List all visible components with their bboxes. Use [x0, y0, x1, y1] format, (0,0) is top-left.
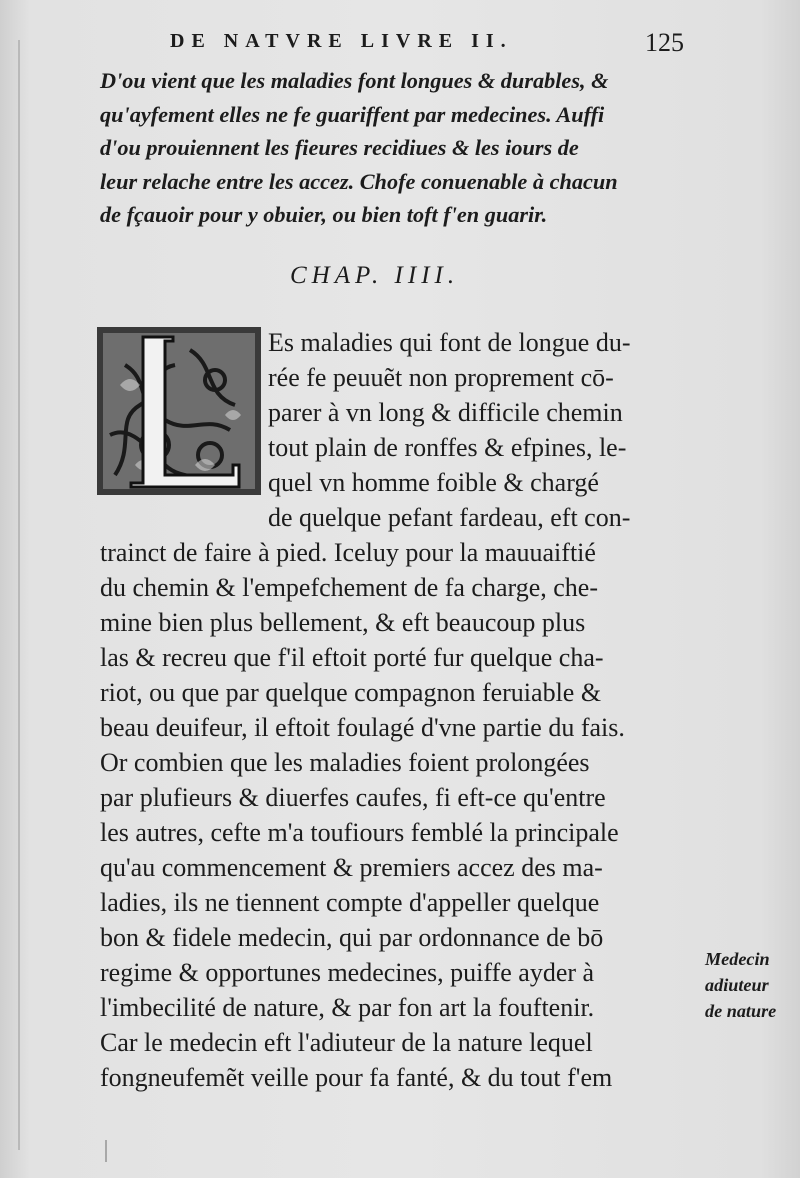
body-line: l'imbecilité de nature, & par fon art la fouftenir.	[100, 993, 595, 1022]
page-gutter	[18, 40, 20, 1150]
chapter-summary	[100, 64, 700, 232]
decorated-initial-icon	[95, 325, 263, 497]
body-line: du chemin & l'empefchement de fa charge, che-	[100, 573, 598, 602]
body-line: trainct de faire à pied. Iceluy pour la mauuaiftié	[100, 538, 596, 567]
body-line: riot, ou que par quelque compagnon feruiable &	[100, 678, 602, 707]
summary-line: leur relache entre les accez. Chofe conuenable à chacun	[100, 168, 618, 194]
body-line: quel vn homme foible & chargé	[268, 468, 599, 497]
body-line: parer à vn long & difficile chemin	[268, 398, 623, 427]
body-line: Or combien que les maladies foient prolongées	[100, 748, 590, 777]
page-edge-mark	[105, 1140, 107, 1162]
summary-line: de fçauoir pour y obuier, ou bien toft f'en guarir.	[100, 202, 548, 227]
margin-note-line: Medecin	[705, 949, 770, 969]
margin-note	[705, 946, 800, 1024]
chapter-heading: CHAP. IIII.	[290, 262, 460, 289]
running-head: DE NATVRE LIVRE II.	[170, 30, 513, 52]
page-number: 125	[645, 28, 684, 57]
body-line: qu'au commencement & premiers accez des ma-	[100, 853, 603, 882]
summary-line: D'ou vient que les maladies font longues & durables, &	[100, 68, 609, 93]
body-line: Car le medecin eft l'adiuteur de la nature lequel	[100, 1028, 593, 1057]
body-line: tout plain de ronffes & efpines, le-	[268, 433, 627, 462]
body-line: mine bien plus bellement, & eft beaucoup plus	[100, 608, 586, 637]
body-line: Es maladies qui font de longue du-	[268, 328, 631, 357]
body-line: las & recreu que f'il eftoit porté fur quelque cha-	[100, 643, 604, 672]
decorated-initial-letter	[95, 325, 263, 497]
body-line: fongneufemẽt veille pour fa fanté, & du tout f'em	[100, 1063, 613, 1092]
body-line: par plufieurs & diuerfes caufes, fi eft-ce qu'entre	[100, 783, 606, 812]
margin-note-line: adiuteur	[705, 975, 769, 995]
body-line: regime & opportunes medecines, puiffe ayder à	[100, 958, 595, 987]
summary-line: qu'ayfement elles ne fe guariffent par medecines. Auffi	[100, 101, 605, 127]
body-line: beau deuifeur, il eftoit foulagé d'vne partie du fais.	[100, 713, 625, 742]
margin-note-line: de nature	[705, 1001, 777, 1021]
summary-line: d'ou prouiennent les fieures recidiues & les iours de	[100, 135, 579, 160]
body-line: ladies, ils ne tiennent compte d'appeller quelque	[100, 888, 600, 917]
body-line: les autres, cefte m'a toufiours femblé la principale	[100, 818, 619, 847]
body-line: de quelque pefant fardeau, eft con-	[268, 503, 631, 532]
body-line: bon & fidele medecin, qui par ordonnance de bō	[100, 923, 604, 952]
body-line: rée fe peuuẽt non proprement cō-	[268, 363, 614, 392]
